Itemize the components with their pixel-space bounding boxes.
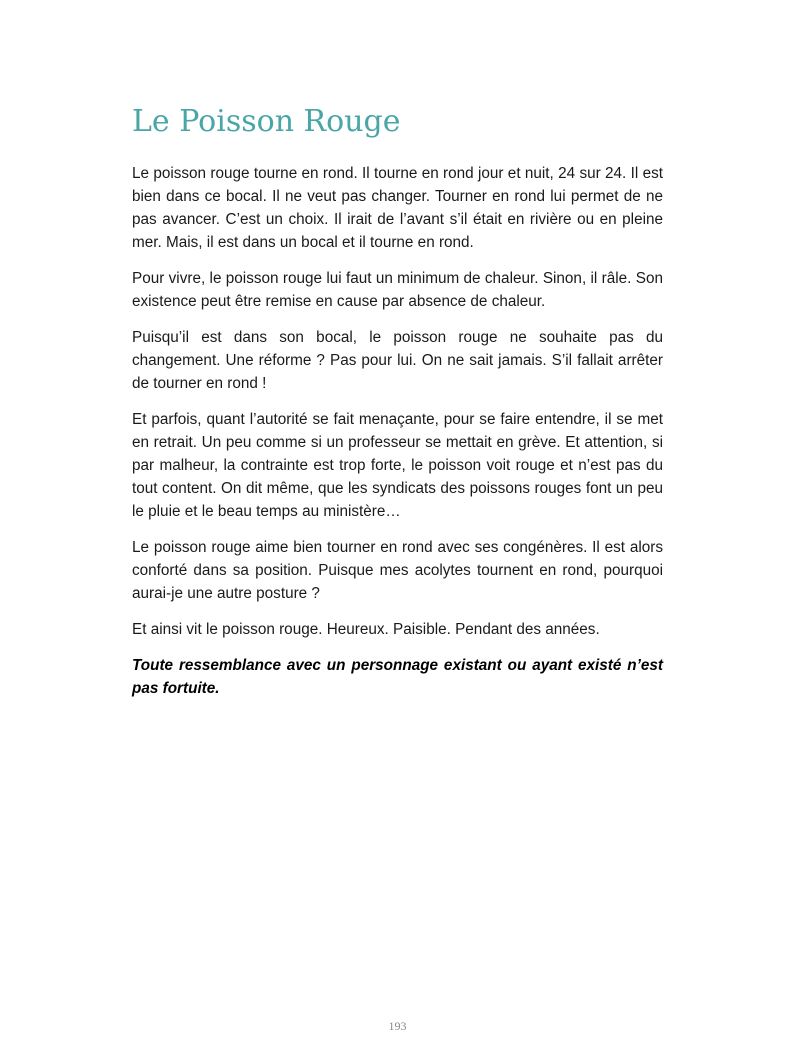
- page-title: Le Poisson Rouge: [132, 104, 401, 139]
- conclusion-paragraph: Toute ressemblance avec un personnage existant ou ayant existé n’est pas fortuite.: [132, 657, 663, 697]
- paragraph-3: Puisqu’il est dans son bocal, le poisson rouge ne souhaite pas du changement. Une réforme ? Pas pour lui. On ne sait jamais. S’il fallait arrêter de tourner en rond !: [132, 329, 663, 392]
- paragraph-1: Le poisson rouge tourne en rond. Il tourne en rond jour et nuit, 24 sur 24. Il est bien dans ce bocal. Il ne veut pas changer. Tourner en rond lui permet de ne pas avancer. C’est un choix. Il irait de l’avant s’il était en rivière ou en pleine mer. Mais, il est dans un bocal et il tourne en rond.: [132, 165, 663, 251]
- page-number: 193: [388, 1019, 407, 1033]
- paragraph-2: Pour vivre, le poisson rouge lui faut un minimum de chaleur. Sinon, il râle. Son existence peut être remise en cause par absence de chaleur.: [132, 270, 663, 310]
- paragraph-5: Le poisson rouge aime bien tourner en rond avec ses congénères. Il est alors conforté dans sa position. Puisque mes acolytes tournent en rond, pourquoi aurai-je une autre posture ?: [132, 539, 663, 602]
- paragraph-4: Et parfois, quant l’autorité se fait menaçante, pour se faire entendre, il se met en retrait. Un peu comme si un professeur se mettait en grève. Et attention, si par malheur, la contrainte est trop forte, le poisson voit rouge et n’est pas du tout content. On dit même, que les syndicats des poissons rouges font un peu le pluie et le beau temps au ministère…: [132, 411, 663, 520]
- paragraph-6: Et ainsi vit le poisson rouge. Heureux. Paisible. Pendant des années.: [132, 621, 600, 638]
- body-text: [132, 162, 663, 713]
